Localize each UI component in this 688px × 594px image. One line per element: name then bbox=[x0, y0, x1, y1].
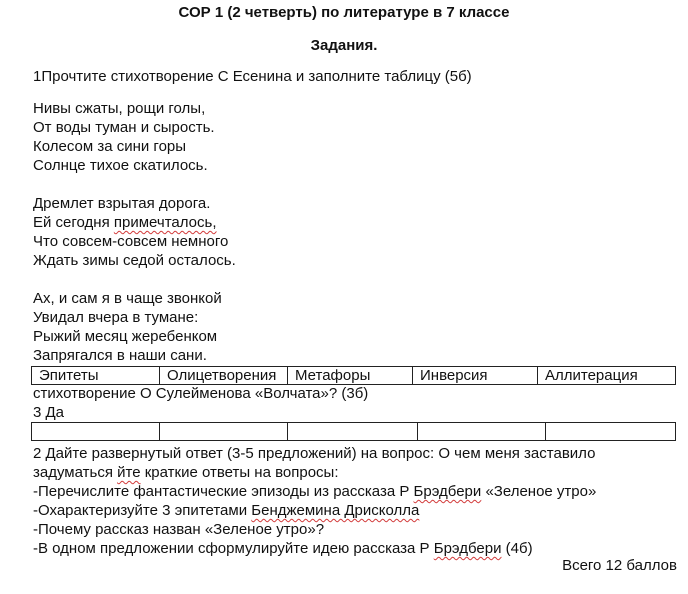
poem-stanza-1 bbox=[33, 99, 215, 175]
task2-line bbox=[33, 463, 596, 482]
poem-line: Ждать зимы седой осталось. bbox=[33, 252, 236, 269]
spellcheck-flagged-word: Бенджемина Дрисколла bbox=[251, 502, 420, 519]
text-run: задуматься bbox=[33, 464, 118, 481]
table-header-cell: Олицетворения bbox=[160, 367, 288, 385]
poem-line: Ах, и сам я в чаще звонкой bbox=[33, 290, 222, 307]
page-subtitle: Задания. bbox=[310, 37, 378, 54]
table-cell[interactable] bbox=[160, 423, 288, 441]
poem-line: От воды туман и сырость. bbox=[33, 119, 215, 136]
table-cell[interactable] bbox=[418, 423, 546, 441]
table-header-cell: Инверсия bbox=[413, 367, 538, 385]
task1-instruction: 1Прочтите стихотворение С Есенина и заполните таблицу (5б) bbox=[33, 68, 472, 85]
poem-stanza-2 bbox=[33, 194, 236, 270]
spellcheck-flagged-word: Брэдбери bbox=[413, 483, 482, 500]
text-run: Ей сегодня bbox=[33, 214, 114, 231]
table-header-cell: Аллитерация bbox=[538, 367, 676, 385]
task2-line: 2 Дайте развернутый ответ (3-5 предложений) на вопрос: О чем меня заставило bbox=[33, 445, 596, 462]
page-title: СОР 1 (2 четверть) по литературе в 7 классе bbox=[178, 4, 510, 21]
question-item bbox=[33, 501, 596, 520]
table-header-cell: Метафоры bbox=[288, 367, 413, 385]
question-item: -Почему рассказ назван «Зеленое утро»? bbox=[33, 521, 325, 538]
poem-line: Дремлет взрытая дорога. bbox=[33, 195, 211, 212]
fragment-line: 3 Да bbox=[33, 404, 65, 421]
task2-block bbox=[33, 444, 596, 558]
poem-line: Увидал вчера в тумане: bbox=[33, 309, 199, 326]
text-run: -Перечислите фантастические эпизоды из рассказа Р bbox=[33, 483, 414, 500]
poem-line: Рыжий месяц жеребенком bbox=[33, 328, 218, 345]
text-run: (4б) bbox=[501, 540, 533, 557]
poem-stanza-3 bbox=[33, 289, 222, 365]
poem-line bbox=[33, 213, 236, 232]
text-run: -Охарактеризуйте 3 эпитетами bbox=[33, 502, 252, 519]
text-run: «Зеленое утро» bbox=[481, 483, 597, 500]
poem-line: Колесом за сини горы bbox=[33, 138, 187, 155]
answer-table bbox=[31, 422, 676, 441]
question-item bbox=[33, 539, 596, 558]
table-row bbox=[32, 423, 676, 441]
fragment-line: стихотворение О Сулейменова «Волчата»? (3б) bbox=[33, 385, 369, 402]
table-header-row bbox=[32, 367, 676, 385]
question-item bbox=[33, 482, 596, 501]
table-header-cell: Эпитеты bbox=[32, 367, 160, 385]
poem-line: Что совсем-совсем немного bbox=[33, 233, 229, 250]
spellcheck-flagged-word: Брэдбери bbox=[433, 540, 502, 557]
text-run: -В одном предложении сформулируйте идею рассказа Р bbox=[33, 540, 434, 557]
table-cell[interactable] bbox=[546, 423, 676, 441]
text-run: краткие ответы на вопросы: bbox=[140, 464, 339, 481]
poem-line: Нивы сжаты, рощи голы, bbox=[33, 100, 206, 117]
poem-line: Солнце тихое скатилось. bbox=[33, 157, 208, 174]
table-cell[interactable] bbox=[288, 423, 418, 441]
table-cell[interactable] bbox=[32, 423, 160, 441]
total-score: Всего 12 баллов bbox=[562, 557, 677, 574]
spellcheck-flagged-word: йте bbox=[117, 464, 141, 481]
spellcheck-flagged-word: примечталось, bbox=[113, 214, 217, 231]
figures-table bbox=[31, 366, 676, 385]
poem-line: Запрягался в наши сани. bbox=[33, 347, 207, 364]
